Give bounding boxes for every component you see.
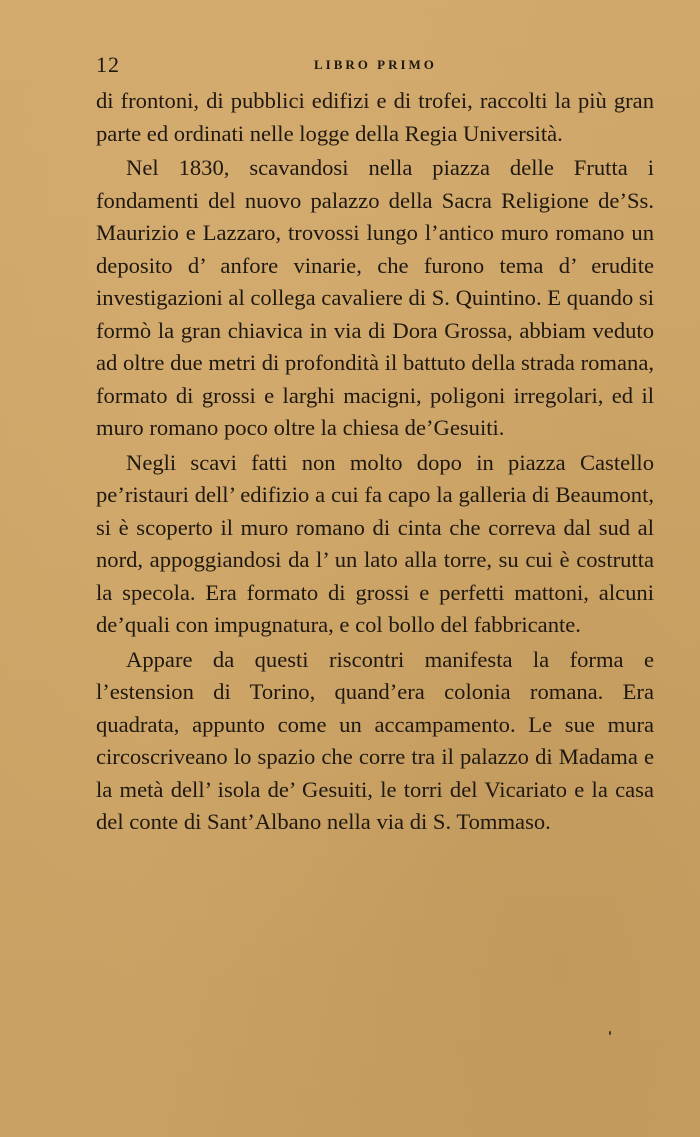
running-head bbox=[96, 52, 656, 78]
paragraph-piazza-castello: Negli scavi fatti non molto dopo in piazza Castello pe’ristauri dell’ edifizio a cui fa capo la galleria di Beaumont, si è scoperto il muro romano di cinta che correva dal sud al nord, appoggiandosi da l’ un lato alla torre, su cui è costrutta la specola. Era formato di grossi e perfetti mattoni, alcuni de’quali con impugnatura, e col bollo del fabbricante. bbox=[96, 449, 654, 637]
running-title: LIBRO PRIMO bbox=[314, 57, 437, 72]
paragraph-continuation: di frontoni, di pubblici edifizi e di trofei, raccolti la più gran parte ed ordinati nelle logge della Regia Università. bbox=[96, 88, 654, 146]
paragraph-roman-colony: Appare da questi riscontri manifesta la forma e l’estension di Torino, quand’era colonia romana. Era quadrata, appunto come un accampamento. Le sue mura circoscriveano lo spazio che corre tra il palazzo di Madama e la metà dell’ isola de’ Gesuiti, le torri del Vicariato e la casa del conte di Sant’Albano nella via di S. Tommaso. bbox=[96, 646, 654, 834]
paragraph-1830-excavation: Nel 1830, scavandosi nella piazza delle Frutta i fondamenti del nuovo palazzo della Sacra Religione de’Ss. Maurizio e Lazzaro, trovossi lungo l’antico muro romano un deposito d’ anfore vinarie, che furono tema d’ erudite investigazioni al collega cavaliere di S. Quintino. E quando si formò la gran chiavica in via di Dora Grossa, abbiam veduto ad oltre due metri di profondità il battuto della strada romana, formato di grossi e larghi macigni, poligoni irregolari, ed il muro romano poco oltre la chiesa de’Gesuiti. bbox=[96, 155, 654, 440]
paper-speck bbox=[609, 1031, 611, 1035]
body-text bbox=[96, 85, 654, 841]
page-number: 12 bbox=[96, 52, 120, 77]
